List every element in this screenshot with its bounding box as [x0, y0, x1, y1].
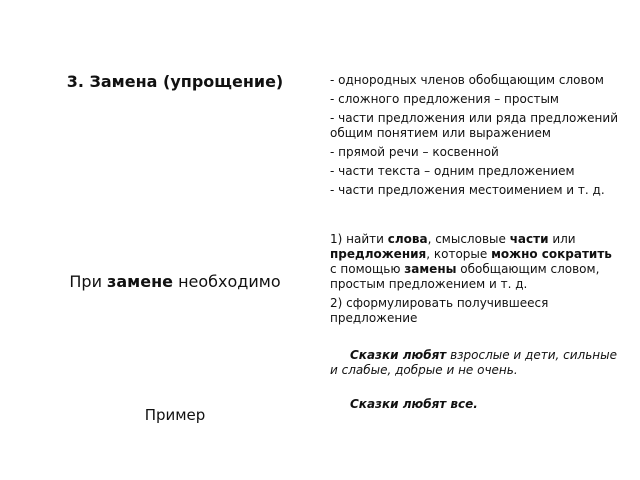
list-item: - однородных членов обобщающим словом — [330, 73, 604, 87]
example-sentence-2: Сказки любят все. — [350, 397, 478, 411]
need-label: При замене необходимо — [69, 272, 281, 291]
example-label: Пример — [144, 406, 206, 424]
list-item: - прямой речи – косвенной — [330, 145, 499, 159]
example-sentence-1: Сказки любят взрослые и дети, сильные и слабые, добрые и не очень. — [330, 348, 617, 377]
slide-title: 3. Замена (упрощение) — [66, 72, 284, 91]
list-item: - части предложения или ряда предложений общим понятием или выражением — [330, 111, 618, 140]
list-item: - части текста – одним предложением — [330, 164, 575, 178]
step-2: 2) сформулировать получившееся предложение — [330, 296, 549, 325]
replacement-list — [330, 73, 620, 202]
step-1: 1) найти слова, смысловые части или предложения, которые можно сократить с помощью замены обобщающим словом, простым предложением и т. д. — [330, 232, 612, 291]
list-item: - сложного предложения – простым — [330, 92, 559, 106]
steps-block — [330, 232, 620, 330]
list-item: - части предложения местоимением и т. д. — [330, 183, 605, 197]
